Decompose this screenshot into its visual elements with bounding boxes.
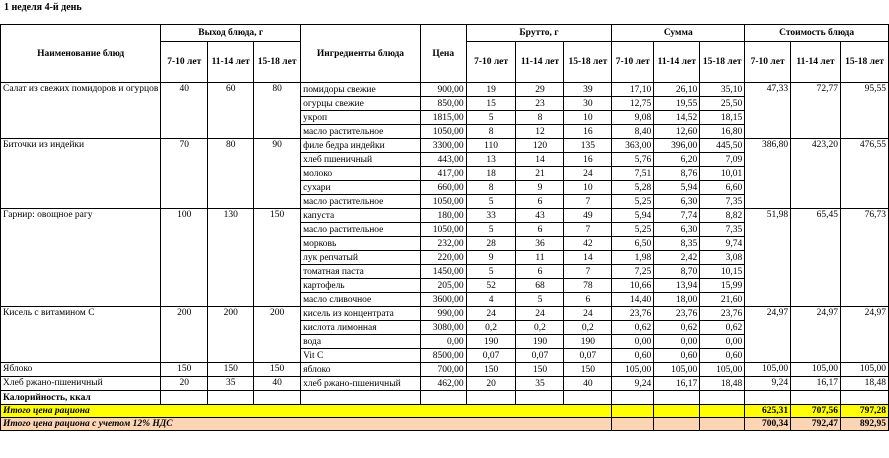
empty-cell [301, 391, 421, 405]
gross-value: 5 [466, 111, 516, 125]
empty-cell [612, 405, 654, 418]
total-row [1, 405, 889, 418]
gross-value: 9 [516, 181, 564, 195]
sum-value: 0,00 [612, 335, 654, 349]
sum-value: 3,08 [700, 251, 745, 265]
dish-output: 150 [254, 363, 301, 377]
gross-value: 24 [564, 307, 612, 321]
ingredient-price: 205,00 [420, 279, 466, 293]
dish-name: Хлеб ржано-пшеничный [1, 377, 161, 391]
ingredient-name: кислота лимонная [301, 321, 421, 335]
gross-value: 7 [564, 265, 612, 279]
gross-value: 39 [564, 83, 612, 97]
dish-output: 130 [208, 209, 254, 307]
gross-value: 40 [564, 377, 612, 391]
total-label: Итого цена рациона [1, 405, 612, 418]
total-value: 707,56 [791, 405, 841, 418]
ingredient-price: 700,00 [420, 363, 466, 377]
gross-value: 24 [466, 307, 516, 321]
age-header: 11-14 лет [516, 42, 564, 83]
sum-value: 9,74 [700, 237, 745, 251]
sum-value: 0,62 [612, 321, 654, 335]
gross-value: 5 [466, 195, 516, 209]
gross-value: 120 [516, 139, 564, 153]
gross-value: 6 [516, 223, 564, 237]
sum-value: 16,80 [700, 125, 745, 139]
gross-value: 0,07 [466, 349, 516, 363]
ingredient-name: помидоры свежие [301, 83, 421, 97]
dish-cost: 105,00 [791, 363, 841, 377]
sum-value: 25,50 [700, 97, 745, 111]
sum-value: 445,50 [700, 139, 745, 153]
empty-cell [745, 391, 791, 405]
sum-value: 8,70 [654, 265, 700, 279]
empty-cell [564, 391, 612, 405]
gross-value: 7 [564, 195, 612, 209]
sum-value: 7,35 [700, 223, 745, 237]
sum-value: 7,25 [612, 265, 654, 279]
gross-value: 110 [466, 139, 516, 153]
ingredient-name: картофель [301, 279, 421, 293]
gross-value: 150 [516, 363, 564, 377]
ingredient-name: сухари [301, 181, 421, 195]
gross-value: 0,2 [466, 321, 516, 335]
gross-value: 24 [564, 167, 612, 181]
gross-value: 16 [564, 125, 612, 139]
empty-cell [254, 391, 301, 405]
sum-value: 5,28 [612, 181, 654, 195]
sum-value: 35,10 [700, 83, 745, 97]
empty-cell [516, 391, 564, 405]
sum-value: 7,51 [612, 167, 654, 181]
gross-value: 52 [466, 279, 516, 293]
table-row [1, 377, 889, 391]
gross-value: 10 [564, 181, 612, 195]
gross-value: 7 [564, 223, 612, 237]
total-vat-row [1, 418, 889, 431]
gross-value: 5 [466, 265, 516, 279]
empty-cell [791, 391, 841, 405]
age-header: 15-18 лет [700, 42, 745, 83]
gross-value: 150 [466, 363, 516, 377]
table-row [1, 83, 889, 97]
ingredient-price: 417,00 [420, 167, 466, 181]
total-value: 797,28 [840, 405, 888, 418]
ingredient-price: 1050,00 [420, 223, 466, 237]
sum-value: 6,30 [654, 223, 700, 237]
gross-value: 190 [466, 335, 516, 349]
sum-value: 0,62 [654, 321, 700, 335]
gross-value: 16 [564, 153, 612, 167]
sum-value: 7,09 [700, 153, 745, 167]
empty-cell [466, 391, 516, 405]
sum-value: 5,94 [654, 181, 700, 195]
dish-name: Биточки из индейки [1, 139, 161, 209]
header-output: Выход блюда, г [161, 25, 301, 42]
dish-output: 80 [208, 139, 254, 209]
gross-value: 0,2 [564, 321, 612, 335]
empty-cell [654, 418, 700, 431]
header-name: Наименование блюд [1, 25, 161, 83]
sum-value: 21,60 [700, 293, 745, 307]
sum-value: 0,62 [700, 321, 745, 335]
dish-cost: 105,00 [745, 363, 791, 377]
dish-output: 60 [208, 83, 254, 139]
age-header: 7-10 лет [466, 42, 516, 83]
sum-value: 0,00 [654, 335, 700, 349]
gross-value: 43 [516, 209, 564, 223]
gross-value: 68 [516, 279, 564, 293]
empty-cell [612, 418, 654, 431]
gross-value: 150 [564, 363, 612, 377]
sum-value: 363,00 [612, 139, 654, 153]
dish-cost: 9,24 [745, 377, 791, 391]
dish-name: Гарнир: овощное рагу [1, 209, 161, 307]
gross-value: 8 [466, 125, 516, 139]
sum-value: 17,10 [612, 83, 654, 97]
gross-value: 8 [516, 111, 564, 125]
sum-value: 12,60 [654, 125, 700, 139]
sum-value: 14,40 [612, 293, 654, 307]
ingredient-price: 443,00 [420, 153, 466, 167]
dish-cost: 47,33 [745, 83, 791, 139]
sum-value: 0,60 [654, 349, 700, 363]
ingredient-price: 180,00 [420, 209, 466, 223]
header-ingredients: Ингредиенты блюда [301, 25, 421, 83]
dish-output: 40 [254, 377, 301, 391]
total-vat-value: 700,34 [745, 418, 791, 431]
total-vat-value: 792,47 [791, 418, 841, 431]
gross-value: 23 [516, 97, 564, 111]
gross-value: 14 [564, 251, 612, 265]
table-row [1, 139, 889, 153]
empty-cell [700, 418, 745, 431]
ingredient-price: 900,00 [420, 83, 466, 97]
sum-value: 23,76 [612, 307, 654, 321]
ingredient-price: 1450,00 [420, 265, 466, 279]
empty-cell [654, 405, 700, 418]
ingredient-name: укроп [301, 111, 421, 125]
sum-value: 10,01 [700, 167, 745, 181]
sum-value: 9,24 [612, 377, 654, 391]
empty-cell [700, 405, 745, 418]
gross-value: 30 [564, 97, 612, 111]
age-header: 15-18 лет [254, 42, 301, 83]
dish-output: 90 [254, 139, 301, 209]
dish-output: 200 [208, 307, 254, 363]
gross-value: 10 [564, 111, 612, 125]
sum-value: 15,99 [700, 279, 745, 293]
dish-output: 200 [254, 307, 301, 363]
dish-cost: 72,77 [791, 83, 841, 139]
ingredient-name: морковь [301, 237, 421, 251]
gross-value: 19 [466, 83, 516, 97]
gross-value: 135 [564, 139, 612, 153]
calories-row [1, 391, 889, 405]
dish-cost: 24,97 [840, 307, 888, 363]
gross-value: 11 [516, 251, 564, 265]
age-header: 7-10 лет [745, 42, 791, 83]
dish-cost: 95,55 [840, 83, 888, 139]
dish-output: 35 [208, 377, 254, 391]
ingredient-price: 850,00 [420, 97, 466, 111]
gross-value: 49 [564, 209, 612, 223]
gross-value: 5 [466, 223, 516, 237]
header-gross: Брутто, г [466, 25, 612, 42]
dish-name: Кисель с витамином С [1, 307, 161, 363]
sum-value: 6,30 [654, 195, 700, 209]
dish-cost: 105,00 [840, 363, 888, 377]
total-value: 625,31 [745, 405, 791, 418]
age-header: 11-14 лет [208, 42, 254, 83]
dish-output: 40 [161, 83, 208, 139]
sum-value: 12,75 [612, 97, 654, 111]
ingredient-price: 3300,00 [420, 139, 466, 153]
empty-cell [840, 391, 888, 405]
ingredient-name: лук репчатый [301, 251, 421, 265]
sum-value: 6,60 [700, 181, 745, 195]
gross-value: 6 [564, 293, 612, 307]
ingredient-name: хлеб пшеничный [301, 153, 421, 167]
sum-value: 26,10 [654, 83, 700, 97]
dish-output: 150 [161, 363, 208, 377]
ingredient-price: 1815,00 [420, 111, 466, 125]
sum-value: 5,94 [612, 209, 654, 223]
sum-value: 0,60 [700, 349, 745, 363]
ingredient-name: масло растительное [301, 195, 421, 209]
total-vat-label: Итого цена рациона с учетом 12% НДС [1, 418, 612, 431]
gross-value: 12 [516, 125, 564, 139]
ingredient-name: масло сливочное [301, 293, 421, 307]
ingredient-name: огурцы свежие [301, 97, 421, 111]
ingredient-name: масло растительное [301, 223, 421, 237]
dish-output: 20 [161, 377, 208, 391]
dish-output: 150 [208, 363, 254, 377]
dish-name: Салат из свежих помидоров и огурцов [1, 83, 161, 139]
age-header: 7-10 лет [612, 42, 654, 83]
gross-value: 78 [564, 279, 612, 293]
sum-value: 105,00 [700, 363, 745, 377]
ingredient-price: 990,00 [420, 307, 466, 321]
ingredient-price: 8500,00 [420, 349, 466, 363]
ingredient-name: кисель из концентрата [301, 307, 421, 321]
ingredient-name: масло растительное [301, 125, 421, 139]
ingredient-name: молоко [301, 167, 421, 181]
gross-value: 4 [466, 293, 516, 307]
dish-output: 150 [254, 209, 301, 307]
ingredient-price: 232,00 [420, 237, 466, 251]
header-sum: Сумма [612, 25, 745, 42]
empty-cell [420, 391, 466, 405]
sum-value: 23,76 [654, 307, 700, 321]
age-header: 11-14 лет [654, 42, 700, 83]
sum-value: 105,00 [654, 363, 700, 377]
sum-value: 6,50 [612, 237, 654, 251]
sum-value: 396,00 [654, 139, 700, 153]
gross-value: 21 [516, 167, 564, 181]
dish-cost: 476,55 [840, 139, 888, 209]
empty-cell [161, 391, 208, 405]
sum-value: 23,76 [700, 307, 745, 321]
dish-output: 100 [161, 209, 208, 307]
gross-value: 35 [516, 377, 564, 391]
gross-value: 0,07 [516, 349, 564, 363]
gross-value: 29 [516, 83, 564, 97]
sum-value: 7,35 [700, 195, 745, 209]
sum-value: 105,00 [612, 363, 654, 377]
sum-value: 10,15 [700, 265, 745, 279]
table-row [1, 307, 889, 321]
sum-value: 8,82 [700, 209, 745, 223]
ingredient-price: 462,00 [420, 377, 466, 391]
gross-value: 28 [466, 237, 516, 251]
sum-value: 5,76 [612, 153, 654, 167]
gross-value: 15 [466, 97, 516, 111]
gross-value: 0,07 [564, 349, 612, 363]
gross-value: 20 [466, 377, 516, 391]
dish-output: 70 [161, 139, 208, 209]
ingredient-price: 0,00 [420, 335, 466, 349]
header-price: Цена [420, 25, 466, 83]
ingredient-name: капуста [301, 209, 421, 223]
gross-value: 24 [516, 307, 564, 321]
ingredient-name: томатная паста [301, 265, 421, 279]
age-header: 15-18 лет [564, 42, 612, 83]
gross-value: 5 [516, 293, 564, 307]
sum-value: 8,40 [612, 125, 654, 139]
sum-value: 18,00 [654, 293, 700, 307]
price-table [0, 24, 889, 431]
ingredient-name: филе бедра индейки [301, 139, 421, 153]
sum-value: 8,76 [654, 167, 700, 181]
ingredient-price: 220,00 [420, 251, 466, 265]
sum-value: 0,00 [700, 335, 745, 349]
dish-cost: 386,80 [745, 139, 791, 209]
ingredient-price: 3600,00 [420, 293, 466, 307]
dish-output: 200 [161, 307, 208, 363]
dish-cost: 24,97 [745, 307, 791, 363]
dish-cost: 76,73 [840, 209, 888, 307]
sum-value: 0,60 [612, 349, 654, 363]
ingredient-price: 3080,00 [420, 321, 466, 335]
gross-value: 14 [516, 153, 564, 167]
sum-value: 5,25 [612, 195, 654, 209]
dish-cost: 16,17 [791, 377, 841, 391]
dish-cost: 423,20 [791, 139, 841, 209]
gross-value: 36 [516, 237, 564, 251]
calories-label: Калорийность, ккал [1, 391, 161, 405]
table-row [1, 209, 889, 223]
gross-value: 42 [564, 237, 612, 251]
sum-value: 14,52 [654, 111, 700, 125]
gross-value: 6 [516, 195, 564, 209]
sum-value: 1,98 [612, 251, 654, 265]
gross-value: 190 [516, 335, 564, 349]
sum-value: 19,55 [654, 97, 700, 111]
table-row [1, 363, 889, 377]
gross-value: 9 [466, 251, 516, 265]
gross-value: 33 [466, 209, 516, 223]
dish-name: Яблоко [1, 363, 161, 377]
ingredient-name: хлеб ржано-пшеничный [301, 377, 421, 391]
total-vat-value: 892,95 [840, 418, 888, 431]
empty-cell [654, 391, 700, 405]
age-header: 7-10 лет [161, 42, 208, 83]
gross-value: 13 [466, 153, 516, 167]
sheet-title: 1 неделя 4-й день [4, 2, 82, 13]
ingredient-name: Vit C [301, 349, 421, 363]
sum-value: 8,35 [654, 237, 700, 251]
dish-cost: 65,45 [791, 209, 841, 307]
ingredient-price: 1050,00 [420, 125, 466, 139]
sum-value: 9,08 [612, 111, 654, 125]
gross-value: 190 [564, 335, 612, 349]
ingredient-name: яблоко [301, 363, 421, 377]
ingredient-price: 660,00 [420, 181, 466, 195]
sum-value: 10,66 [612, 279, 654, 293]
dish-cost: 51,98 [745, 209, 791, 307]
sum-value: 18,48 [700, 377, 745, 391]
sum-value: 6,20 [654, 153, 700, 167]
gross-value: 6 [516, 265, 564, 279]
sum-value: 18,15 [700, 111, 745, 125]
gross-value: 0,2 [516, 321, 564, 335]
sum-value: 16,17 [654, 377, 700, 391]
sum-value: 2,42 [654, 251, 700, 265]
age-header: 11-14 лет [791, 42, 841, 83]
dish-output: 80 [254, 83, 301, 139]
empty-cell [612, 391, 654, 405]
ingredient-price: 1050,00 [420, 195, 466, 209]
header-cost: Стоимость блюда [745, 25, 889, 42]
sum-value: 5,25 [612, 223, 654, 237]
sum-value: 13,94 [654, 279, 700, 293]
dish-cost: 18,48 [840, 377, 888, 391]
age-header: 15-18 лет [840, 42, 888, 83]
sum-value: 7,74 [654, 209, 700, 223]
gross-value: 18 [466, 167, 516, 181]
gross-value: 8 [466, 181, 516, 195]
ingredient-name: вода [301, 335, 421, 349]
empty-cell [208, 391, 254, 405]
dish-cost: 24,97 [791, 307, 841, 363]
empty-cell [700, 391, 745, 405]
